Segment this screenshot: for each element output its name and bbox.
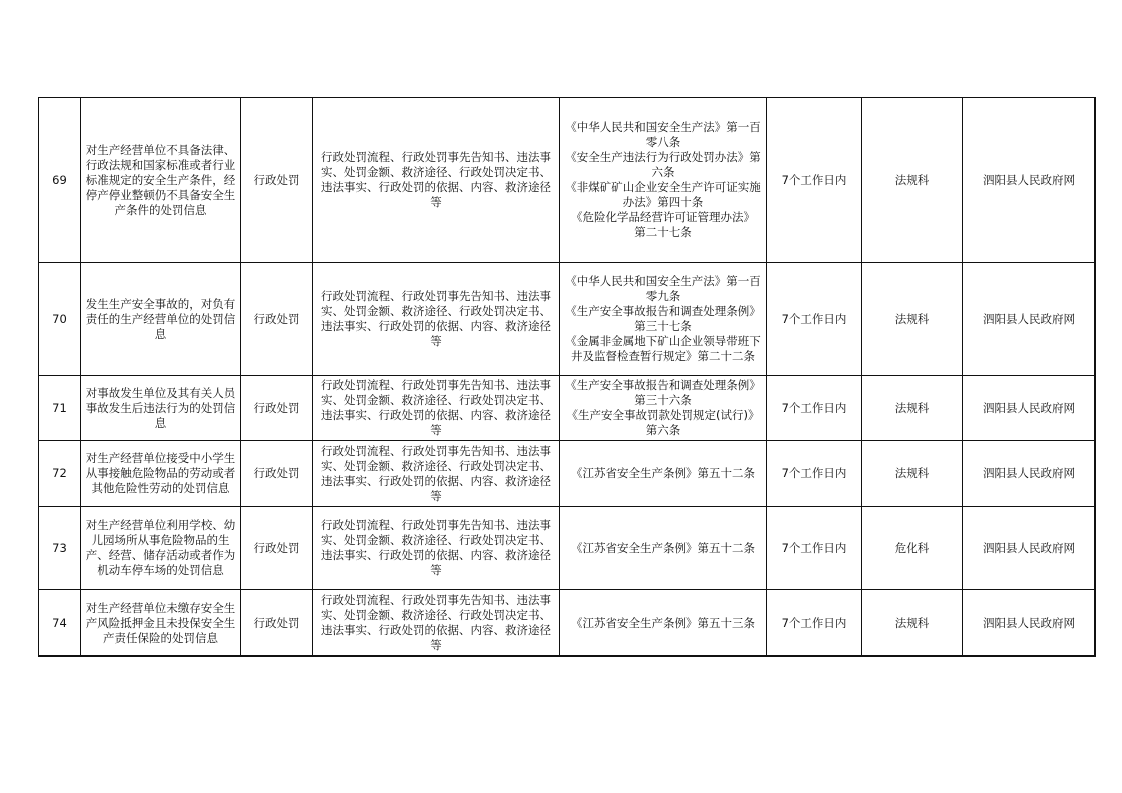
publish-channel: 泗阳县人民政府网 bbox=[963, 441, 1096, 507]
category: 行政处罚 bbox=[241, 98, 313, 263]
time-limit: 7个工作日内 bbox=[767, 441, 862, 507]
time-limit: 7个工作日内 bbox=[767, 263, 862, 376]
category: 行政处罚 bbox=[241, 376, 313, 441]
legal-basis: 《江苏省安全生产条例》第五十二条 bbox=[560, 441, 767, 507]
publish-channel: 泗阳县人民政府网 bbox=[963, 98, 1096, 263]
department: 法规科 bbox=[862, 590, 963, 657]
row-number: 71 bbox=[39, 376, 81, 441]
disclosure-content: 行政处罚流程、行政处罚事先告知书、违法事实、处罚金额、救济途径、行政处罚决定书、违法事实、行政处罚的依据、内容、救济途径等 bbox=[313, 98, 560, 263]
publish-channel: 泗阳县人民政府网 bbox=[963, 263, 1096, 376]
table-row bbox=[39, 441, 1096, 507]
disclosure-content: 行政处罚流程、行政处罚事先告知书、违法事实、处罚金额、救济途径、行政处罚决定书、违法事实、行政处罚的依据、内容、救济途径等 bbox=[313, 263, 560, 376]
disclosure-content: 行政处罚流程、行政处罚事先告知书、违法事实、处罚金额、救济途径、行政处罚决定书、违法事实、行政处罚的依据、内容、救济途径等 bbox=[313, 376, 560, 441]
publish-channel: 泗阳县人民政府网 bbox=[963, 590, 1096, 657]
department: 法规科 bbox=[862, 263, 963, 376]
category: 行政处罚 bbox=[241, 507, 313, 590]
table-row bbox=[39, 590, 1096, 657]
disclosure-content: 行政处罚流程、行政处罚事先告知书、违法事实、处罚金额、救济途径、行政处罚决定书、违法事实、行政处罚的依据、内容、救济途径等 bbox=[313, 590, 560, 657]
disclosure-table bbox=[38, 97, 1096, 657]
time-limit: 7个工作日内 bbox=[767, 98, 862, 263]
row-number: 72 bbox=[39, 441, 81, 507]
legal-basis: 《江苏省安全生产条例》第五十二条 bbox=[560, 507, 767, 590]
time-limit: 7个工作日内 bbox=[767, 376, 862, 441]
disclosure-item: 对生产经营单位接受中小学生从事接触危险物品的劳动或者其他危险性劳动的处罚信息 bbox=[81, 441, 241, 507]
row-number: 70 bbox=[39, 263, 81, 376]
publish-channel: 泗阳县人民政府网 bbox=[963, 376, 1096, 441]
department: 危化科 bbox=[862, 507, 963, 590]
disclosure-item: 对生产经营单位未缴存安全生产风险抵押金且未投保安全生产责任保险的处罚信息 bbox=[81, 590, 241, 657]
legal-basis: 《生产安全事故报告和调查处理条例》第三十六条 《生产安全事故罚款处罚规定(试行)》第六条 bbox=[560, 376, 767, 441]
table-row bbox=[39, 376, 1096, 441]
disclosure-content: 行政处罚流程、行政处罚事先告知书、违法事实、处罚金额、救济途径、行政处罚决定书、违法事实、行政处罚的依据、内容、救济途径等 bbox=[313, 507, 560, 590]
disclosure-item: 对生产经营单位利用学校、幼儿园场所从事危险物品的生产、经营、储存活动或者作为机动车停车场的处罚信息 bbox=[81, 507, 241, 590]
disclosure-item: 对事故发生单位及其有关人员事故发生后违法行为的处罚信息 bbox=[81, 376, 241, 441]
disclosure-item: 对生产经营单位不具备法律、行政法规和国家标准或者行业标准规定的安全生产条件，经停产停业整顿仍不具备安全生产条件的处罚信息 bbox=[81, 98, 241, 263]
legal-basis: 《中华人民共和国安全生产法》第一百零九条 《生产安全事故报告和调查处理条例》第三十七条 《金属非金属地下矿山企业领导带班下井及监督检查暂行规定》第二十二条 bbox=[560, 263, 767, 376]
row-number: 74 bbox=[39, 590, 81, 657]
disclosure-item: 发生生产安全事故的，对负有责任的生产经营单位的处罚信息 bbox=[81, 263, 241, 376]
department: 法规科 bbox=[862, 441, 963, 507]
category: 行政处罚 bbox=[241, 590, 313, 657]
department: 法规科 bbox=[862, 98, 963, 263]
table-row bbox=[39, 98, 1096, 263]
table-row bbox=[39, 263, 1096, 376]
time-limit: 7个工作日内 bbox=[767, 590, 862, 657]
department: 法规科 bbox=[862, 376, 963, 441]
disclosure-content: 行政处罚流程、行政处罚事先告知书、违法事实、处罚金额、救济途径、行政处罚决定书、违法事实、行政处罚的依据、内容、救济途径等 bbox=[313, 441, 560, 507]
table-row bbox=[39, 507, 1096, 590]
row-number: 69 bbox=[39, 98, 81, 263]
row-number: 73 bbox=[39, 507, 81, 590]
category: 行政处罚 bbox=[241, 263, 313, 376]
legal-basis: 《中华人民共和国安全生产法》第一百零八条 《安全生产违法行为行政处罚办法》第六条 《非煤矿矿山企业安全生产许可证实施办法》第四十条 《危险化学品经营许可证管理办法》 第二十七条 bbox=[560, 98, 767, 263]
publish-channel: 泗阳县人民政府网 bbox=[963, 507, 1096, 590]
time-limit: 7个工作日内 bbox=[767, 507, 862, 590]
category: 行政处罚 bbox=[241, 441, 313, 507]
legal-basis: 《江苏省安全生产条例》第五十三条 bbox=[560, 590, 767, 657]
